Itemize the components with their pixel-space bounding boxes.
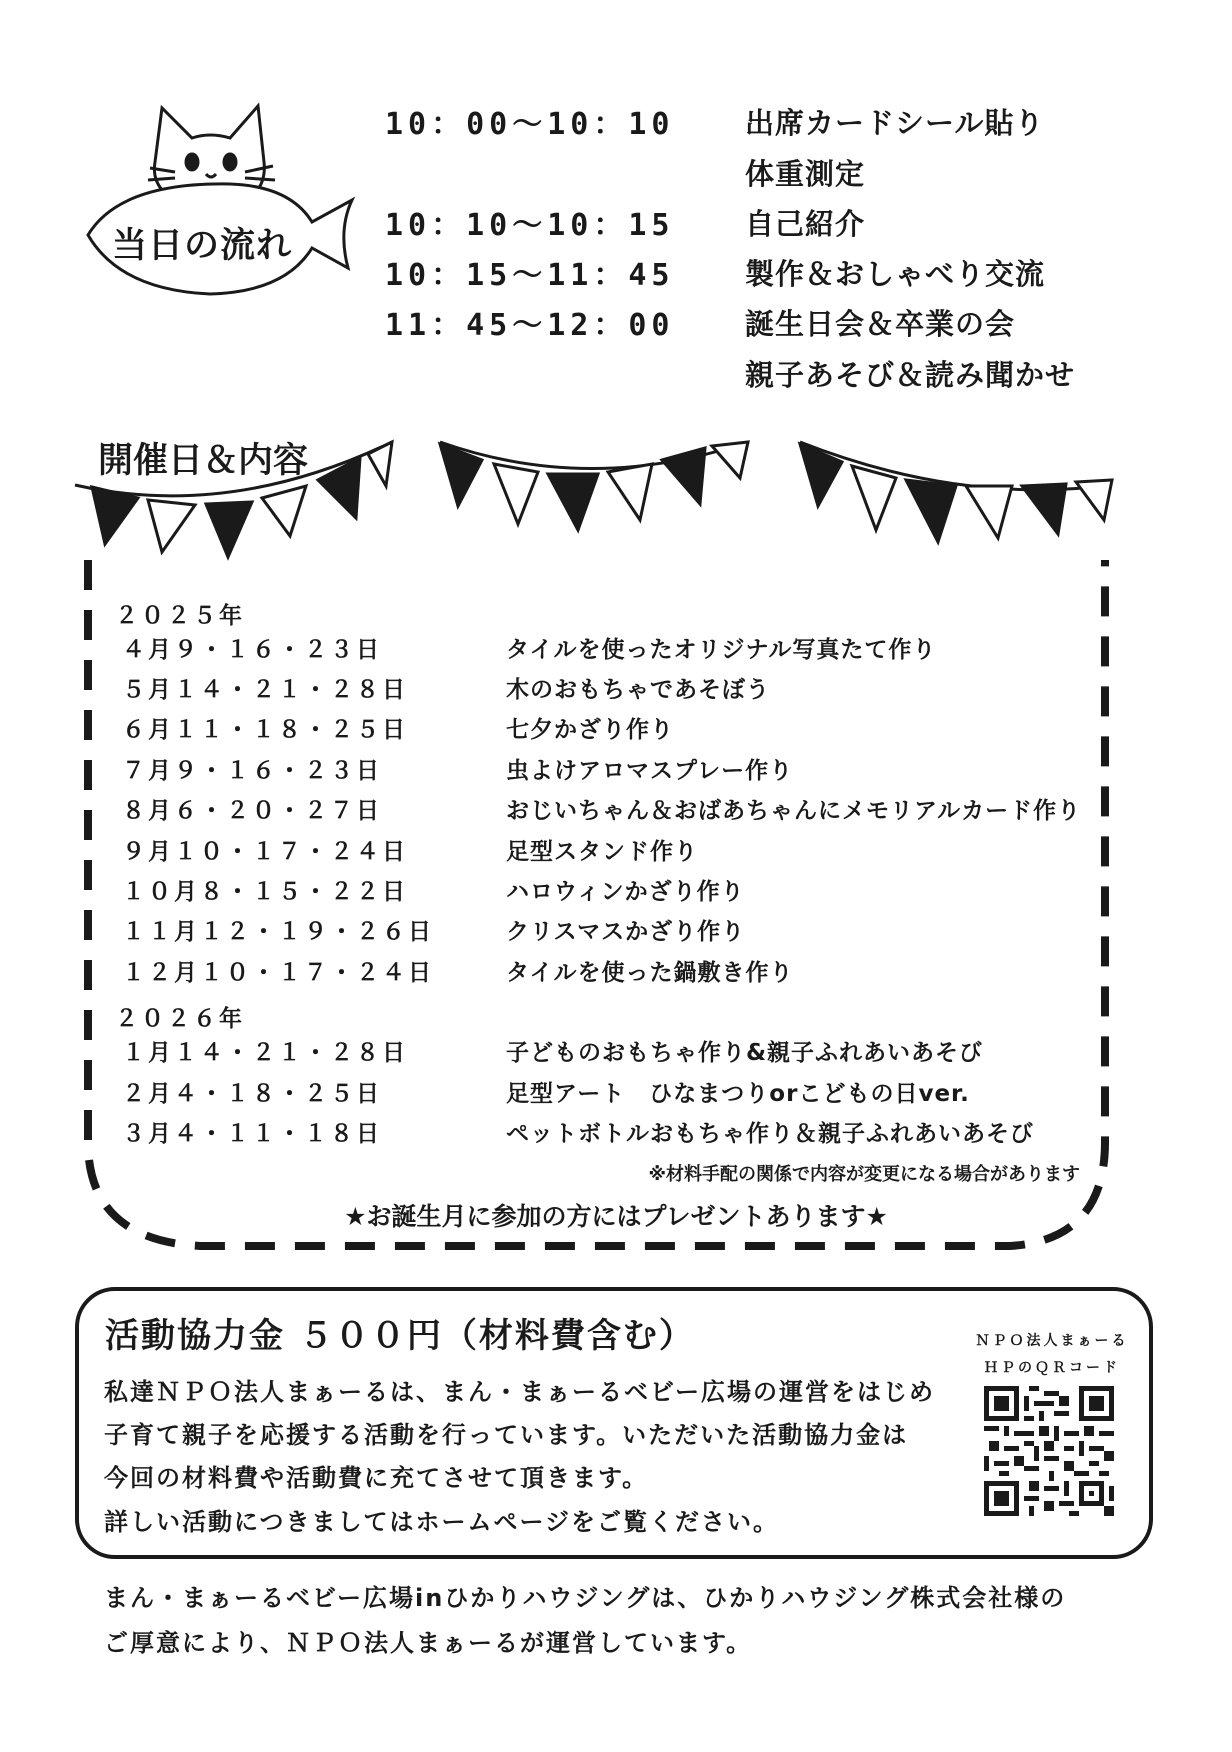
event-content: 子どものおもちゃ作り&親子ふれあいあそび [506, 1039, 984, 1066]
year-2026: ２０２６年 [115, 1006, 245, 1032]
flow-activity: 親子あそび＆読み聞かせ [745, 357, 1076, 392]
flow-activity: 出席カードシール貼り [745, 105, 1045, 140]
event-date: ９月１０・１７・２４日 [122, 838, 408, 865]
event-content: 足型スタンド作り [506, 838, 698, 865]
event-date: ２月４・１８・２５日 [122, 1080, 382, 1107]
event-row [122, 788, 1081, 828]
event-content: ペットボトルおもちゃ作り＆親子ふれあいあそび [506, 1120, 1034, 1147]
cat-fish-illustration [80, 100, 370, 310]
event-row [122, 748, 793, 788]
event-row [122, 1030, 983, 1070]
fee-title: 活動協力金 ５００円（材料費含む） [105, 1316, 695, 1356]
event-row [122, 707, 674, 747]
event-row [122, 1111, 1034, 1151]
fee-text-line: 子育て親子を応援する活動を行っています。いただいた活動協力金は [104, 1421, 909, 1449]
fee-text-line: 今回の材料費や活動費に充てさせて頂きます。 [104, 1464, 649, 1492]
event-content: 足型アート ひなまつりorこどもの日ver. [506, 1080, 970, 1107]
event-date: １１月１２・１９・２６日 [122, 918, 434, 945]
event-date: １０月８・１５・２２日 [122, 878, 408, 905]
event-date: １２月１０・１７・２４日 [122, 959, 434, 986]
flow-time: 11：45～12：00 [385, 308, 675, 343]
qr-code-icon[interactable] [984, 1386, 1114, 1516]
event-row [122, 950, 794, 990]
flow-row [385, 98, 1044, 144]
flow-time: 10：10～10：15 [385, 208, 675, 243]
event-date: ５月１４・２１・２８日 [122, 676, 408, 703]
flow-activity: 体重測定 [745, 156, 866, 191]
flow-activity: 製作＆おしゃべり交流 [745, 256, 1046, 291]
event-date: ３月４・１１・１８日 [122, 1120, 382, 1147]
fee-text-line: 私達ＮＰＯ法人まぁーるは、まん・まぁーるベビー広場の運営をはじめ [104, 1378, 936, 1406]
qr-label-org: ＮＰＯ法人まぁーる [975, 1333, 1129, 1349]
event-date: １月１４・２１・２８日 [122, 1039, 408, 1066]
footer-line: まん・まぁーるベビー広場inひかりハウジングは、ひかりハウジング株式会社様の [104, 1584, 1067, 1612]
flow-activity: 誕生日会＆卒業の会 [745, 306, 1016, 341]
event-content: クリスマスかざり作り [506, 918, 746, 945]
event-date: ８月６・２０・２７日 [122, 797, 382, 824]
event-date: ４月９・１６・２３日 [122, 636, 382, 663]
flow-title: 当日の流れ [112, 226, 293, 266]
schedule-title: 開催日＆内容 [98, 441, 309, 481]
event-row [122, 869, 745, 909]
event-row [122, 909, 745, 949]
flow-row [385, 149, 865, 195]
event-content: おじいちゃん＆おばあちゃんにメモリアルカード作り [506, 797, 1082, 824]
event-content: タイルを使ったオリジナル写真たて作り [506, 636, 937, 663]
event-content: 七夕かざり作り [506, 716, 674, 743]
flow-row [385, 350, 1075, 396]
event-content: 木のおもちゃであそぼう [506, 676, 770, 703]
event-content: タイルを使った鍋敷き作り [506, 959, 794, 986]
event-content: 虫よけアロマスプレー作り [506, 757, 794, 784]
event-row [122, 627, 936, 667]
fee-text-line: 詳しい活動につきましてはホームページをご覧ください。 [104, 1508, 780, 1536]
event-date: ６月１１・１８・２５日 [122, 716, 408, 743]
birthday-present-note: ★お誕生月に参加の方にはプレゼントあります★ [344, 1202, 888, 1231]
flow-time: 10：15～11：45 [385, 258, 675, 293]
event-date: ７月９・１６・２３日 [122, 757, 382, 784]
flow-time: 10：00～10：10 [385, 107, 675, 142]
qr-label-hp: ＨＰのＱＲコード [984, 1360, 1120, 1376]
year-2025: ２０２５年 [115, 603, 245, 629]
flow-row [385, 199, 865, 245]
flow-row [385, 299, 1015, 345]
event-row [122, 667, 770, 707]
flow-activity: 自己紹介 [745, 206, 866, 241]
event-content: ハロウィンかざり作り [506, 878, 745, 905]
flow-row [385, 249, 1045, 295]
cat-icon [148, 106, 275, 194]
change-note: ※材料手配の関係で内容が変更になる場合があります [648, 1164, 1080, 1185]
event-row [122, 1071, 970, 1111]
footer-line: ご厚意により、ＮＰＯ法人まぁーるが運営しています。 [104, 1629, 753, 1657]
event-row [122, 829, 698, 869]
